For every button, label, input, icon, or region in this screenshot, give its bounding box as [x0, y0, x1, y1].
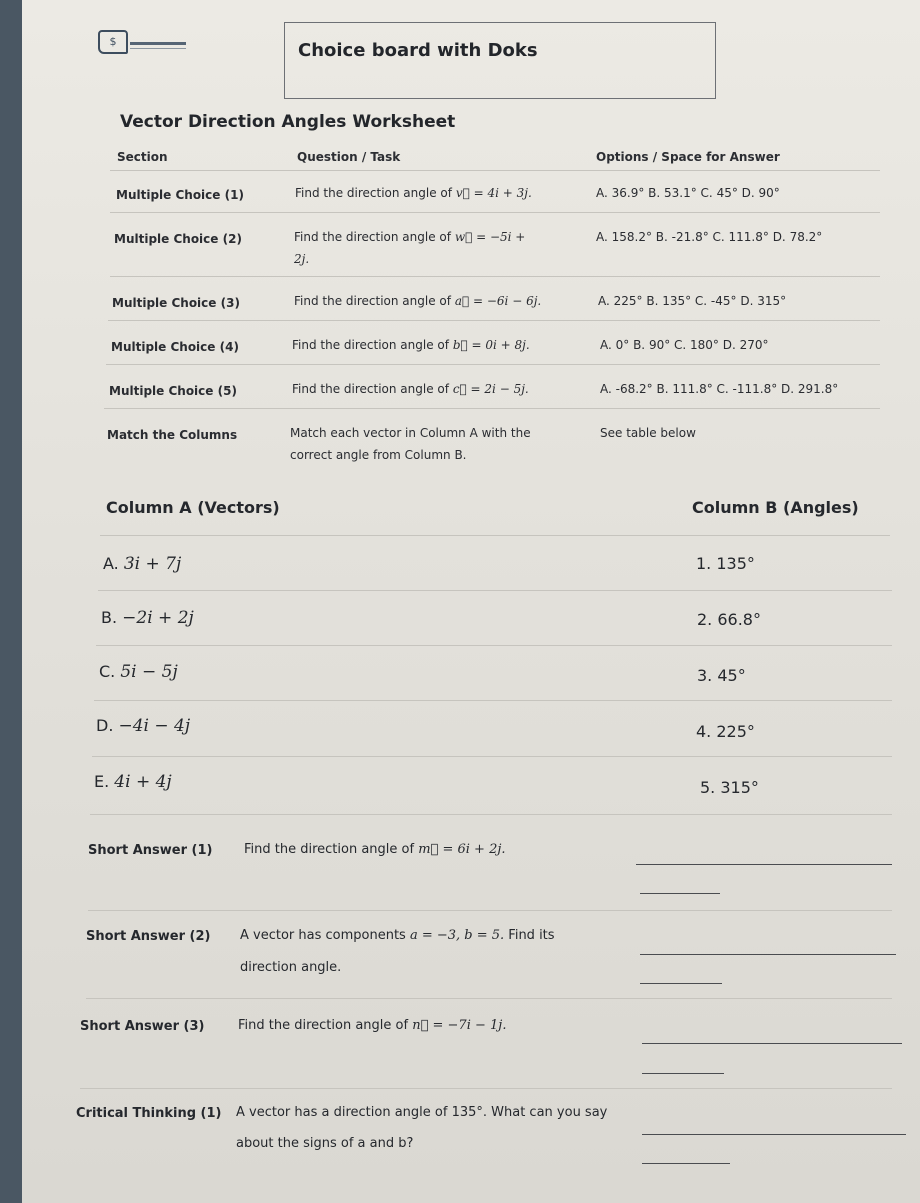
row-rule	[110, 212, 880, 213]
row-options: A. -68.2° B. 111.8° C. -111.8° D. 291.8°	[600, 382, 839, 396]
row-question: Find the direction angle of w⃗ = −5i +	[294, 230, 526, 244]
column-a-title: Column A (Vectors)	[106, 498, 280, 517]
header-rule	[110, 170, 880, 171]
row-question: Match each vector in Column A with the	[290, 426, 531, 440]
column-a-item: D. −4i − 4j	[96, 716, 191, 736]
answer-blank[interactable]	[640, 893, 720, 894]
col-header-question: Question / Task	[297, 150, 401, 164]
answer-blank[interactable]	[640, 954, 896, 955]
col-header-section: Section	[117, 150, 168, 164]
column-a-item: A. 3i + 7j	[103, 554, 182, 574]
column-b-item: 1. 135°	[696, 554, 755, 573]
short-answer-label: Short Answer (1)	[88, 843, 213, 858]
logo-underline	[130, 42, 186, 45]
row-question-line2: 2j.	[294, 252, 310, 266]
column-a-item: B. −2i + 2j	[101, 608, 194, 628]
answer-blank[interactable]	[640, 983, 722, 984]
short-answer-question: Find the direction angle of n⃗ = −7i − 1j.	[238, 1018, 507, 1033]
row-rule	[106, 364, 880, 365]
dollar-icon: $	[98, 30, 128, 54]
column-b-item: 4. 225°	[696, 722, 755, 741]
row-section: Multiple Choice (4)	[111, 340, 239, 354]
answer-blank[interactable]	[636, 864, 892, 865]
short-answer-question: A vector has components a = −3, b = 5. Find its	[240, 928, 555, 943]
row-section: Multiple Choice (1)	[116, 188, 244, 202]
short-answer-question-line2: direction angle.	[240, 960, 342, 975]
column-a-item: E. 4i + 4j	[94, 772, 172, 792]
match-rule	[90, 814, 892, 815]
short-answer-question: Find the direction angle of m⃗ = 6i + 2j.	[244, 842, 506, 857]
match-rule	[94, 700, 892, 701]
column-b-item: 5. 315°	[700, 778, 759, 797]
board-title: Choice board with Doks	[298, 40, 538, 61]
answer-blank[interactable]	[642, 1073, 724, 1074]
column-b-title: Column B (Angles)	[692, 498, 859, 517]
row-section: Multiple Choice (3)	[112, 296, 240, 310]
row-options: A. 158.2° B. -21.8° C. 111.8° D. 78.2°	[596, 230, 823, 244]
critical-thinking-label: Critical Thinking (1)	[76, 1106, 222, 1121]
row-question: Find the direction angle of c⃗ = 2i − 5j.	[292, 382, 529, 396]
row-question-line2: correct angle from Column B.	[290, 448, 467, 462]
column-a-item: C. 5i − 5j	[99, 662, 178, 682]
column-b-item: 2. 66.8°	[697, 610, 761, 629]
logo-underline-thin	[130, 48, 186, 49]
row-options: See table below	[600, 426, 696, 440]
row-question: Find the direction angle of a⃗ = −6i − 6j.	[294, 294, 542, 308]
row-section: Match the Columns	[107, 428, 238, 442]
worksheet-title: Vector Direction Angles Worksheet	[120, 112, 456, 132]
row-rule	[108, 320, 880, 321]
section-rule	[88, 910, 892, 911]
answer-blank[interactable]	[642, 1163, 730, 1164]
row-rule	[104, 408, 880, 409]
row-question: Find the direction angle of b⃗ = 0i + 8j.	[292, 338, 530, 352]
section-rule	[86, 998, 892, 999]
row-section: Multiple Choice (2)	[114, 232, 242, 246]
critical-thinking-question: A vector has a direction angle of 135°. What can you say	[236, 1105, 608, 1120]
match-rule	[98, 590, 892, 591]
col-header-options: Options / Space for Answer	[596, 150, 780, 164]
logo	[98, 30, 190, 52]
row-options: A. 225° B. 135° C. -45° D. 315°	[598, 294, 787, 308]
match-rule	[100, 535, 890, 536]
short-answer-label: Short Answer (2)	[86, 929, 211, 944]
row-section: Multiple Choice (5)	[109, 384, 237, 398]
answer-blank[interactable]	[642, 1043, 902, 1044]
short-answer-label: Short Answer (3)	[80, 1019, 205, 1034]
row-rule	[110, 276, 880, 277]
column-b-item: 3. 45°	[697, 666, 746, 685]
row-options: A. 36.9° B. 53.1° C. 45° D. 90°	[596, 186, 780, 200]
row-question: Find the direction angle of v⃗ = 4i + 3j.	[295, 186, 532, 200]
row-options: A. 0° B. 90° C. 180° D. 270°	[600, 338, 769, 352]
section-rule	[80, 1088, 892, 1089]
answer-blank[interactable]	[642, 1134, 906, 1135]
match-rule	[92, 756, 892, 757]
critical-thinking-question-line2: about the signs of a and b?	[236, 1136, 414, 1151]
match-rule	[96, 645, 892, 646]
